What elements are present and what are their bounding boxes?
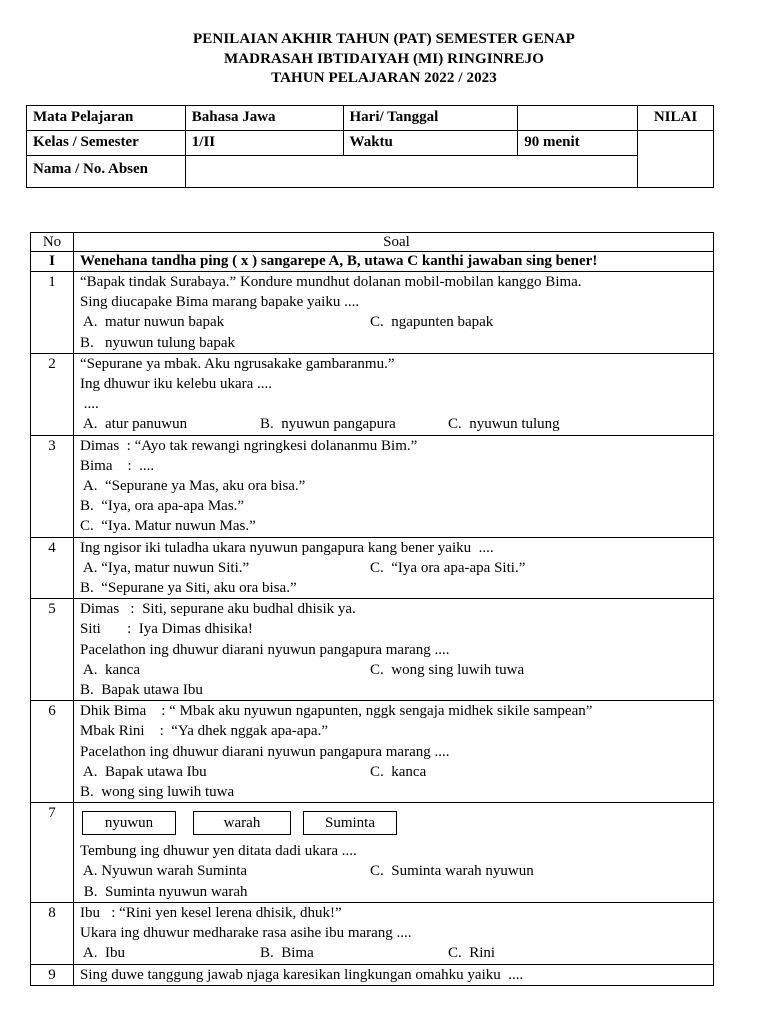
- option-a[interactable]: A. Bapak utawa Ibu: [80, 763, 207, 780]
- question-number: 2: [31, 353, 74, 435]
- option-c[interactable]: C. ngapunten bapak: [370, 314, 494, 331]
- header-line-1: PENILAIAN AKHIR TAHUN (PAT) SEMESTER GENAP: [193, 31, 575, 47]
- question-cell: [74, 537, 714, 599]
- question-line: Tembung ing dhuwur yen ditata dadi ukara ....: [80, 843, 357, 860]
- question-row: [31, 353, 714, 435]
- header-line-3: TAHUN PELAJARAN 2022 / 2023: [271, 70, 497, 86]
- question-cell: [74, 435, 714, 537]
- section-number: I: [31, 252, 74, 272]
- word-boxes: [80, 805, 713, 841]
- option-c[interactable]: C. “Iya ora apa-apa Siti.”: [370, 559, 526, 576]
- option-a[interactable]: A. atur panuwun: [80, 416, 188, 433]
- option-c[interactable]: C. Suminta warah nyuwun: [370, 863, 534, 880]
- question-cell: [74, 701, 714, 803]
- option-c[interactable]: C. wong sing luwih tuwa: [370, 661, 525, 678]
- option-c[interactable]: C. kanca: [370, 763, 427, 780]
- question-line: ....: [80, 396, 99, 413]
- kelas-value: 1/II: [185, 131, 343, 156]
- option-b[interactable]: B. Bima: [260, 945, 314, 962]
- question-row: [31, 537, 714, 599]
- question-line: Sing duwe tanggung jawab njaga karesikan lingkungan omahku yaiku ....: [80, 966, 524, 983]
- exam-header: [0, 30, 768, 89]
- section-instruction: Wenehana tandha ping ( x ) sangarepe A, B, utawa C kanthi jawaban sing bener!: [74, 252, 714, 272]
- question-number: 7: [31, 803, 74, 903]
- question-line: Ing dhuwur iku kelebu ukara ....: [80, 376, 273, 393]
- waktu-label: Waktu: [343, 131, 518, 156]
- option-c[interactable]: C. Rini: [448, 945, 496, 962]
- question-line: Pacelathon ing dhuwur diarani nyuwun pangapura marang ....: [80, 743, 450, 760]
- question-cell: [74, 272, 714, 354]
- hari-label: Hari/ Tanggal: [343, 106, 518, 131]
- question-line: Ing ngisor iki tuladha ukara nyuwun pangapura kang bener yaiku ....: [80, 539, 494, 556]
- option-b[interactable]: B. Bapak utawa Ibu: [80, 682, 203, 699]
- question-row: [31, 902, 714, 964]
- option-a[interactable]: A. Ibu: [80, 945, 125, 962]
- question-line: Ibu : “Rini yen kesel lerena dhisik, dhuk!”: [80, 904, 342, 921]
- option-b[interactable]: B. “Iya, ora apa-apa Mas.”: [80, 498, 245, 515]
- question-cell: [74, 902, 714, 964]
- question-line: Mbak Rini : “Ya dhek nggak apa-apa.”: [80, 723, 328, 740]
- question-number: 1: [31, 272, 74, 354]
- col-no-header: No: [31, 233, 74, 252]
- header-line-2: MADRASAH IBTIDAIYAH (MI) RINGINREJO: [223, 50, 545, 67]
- question-line: Pacelathon ing dhuwur diarani nyuwun pangapura marang ....: [80, 641, 450, 658]
- nama-label: Nama / No. Absen: [27, 156, 186, 188]
- waktu-value: 90 menit: [518, 131, 638, 156]
- question-line: Sing diucapake Bima marang bapake yaiku ....: [80, 294, 360, 311]
- question-row: [31, 599, 714, 701]
- question-cell: [74, 599, 714, 701]
- question-line: Dimas : “Ayo tak rewangi ngringkesi dolananmu Bim.”: [80, 437, 418, 454]
- option-c[interactable]: C. nyuwun tulung: [448, 416, 560, 433]
- questions-table: [30, 232, 714, 986]
- question-number: 3: [31, 435, 74, 537]
- option-b[interactable]: B. nyuwun tulung bapak: [80, 334, 235, 351]
- option-b[interactable]: B. “Sepurane ya Siti, aku ora bisa.”: [80, 580, 297, 597]
- question-number: 5: [31, 599, 74, 701]
- question-row: [31, 964, 714, 985]
- kelas-label: Kelas / Semester: [27, 131, 186, 156]
- nama-value-field[interactable]: [185, 156, 637, 188]
- question-line: Dimas : Siti, sepurane aku budhal dhisik ya.: [80, 601, 356, 618]
- hari-value-field[interactable]: [518, 106, 638, 131]
- option-b[interactable]: B. nyuwun pangapura: [260, 416, 396, 433]
- question-cell: [74, 964, 714, 985]
- question-line: Dhik Bima : “ Mbak aku nyuwun ngapunten, nggk sengaja midhek sikile sampean”: [80, 703, 593, 720]
- option-b[interactable]: B. Suminta nyuwun warah: [80, 883, 248, 900]
- question-row: [31, 803, 714, 903]
- option-b[interactable]: B. wong sing luwih tuwa: [80, 784, 235, 801]
- option-a[interactable]: A. matur nuwun bapak: [80, 314, 225, 331]
- mapel-label: Mata Pelajaran: [27, 106, 186, 131]
- question-line: Bima : ....: [80, 457, 155, 474]
- nilai-label: NILAI: [638, 106, 714, 131]
- question-line: “Bapak tindak Surabaya.” Kondure mundhut dolanan mobil-mobilan kanggo Bima.: [80, 274, 582, 290]
- option-a[interactable]: A. kanca: [80, 661, 140, 678]
- word-box: warah: [193, 811, 291, 835]
- question-row: [31, 701, 714, 803]
- option-c[interactable]: C. “Iya. Matur nuwun Mas.”: [80, 518, 256, 535]
- question-number: 9: [31, 964, 74, 985]
- word-box: Suminta: [303, 811, 397, 835]
- question-cell: [74, 803, 714, 903]
- nilai-score-field[interactable]: [638, 131, 714, 188]
- question-number: 4: [31, 537, 74, 599]
- question-row: [31, 272, 714, 354]
- student-info-table: [26, 105, 714, 188]
- question-line: Ukara ing dhuwur medharake rasa asihe ibu marang ....: [80, 925, 412, 942]
- option-a[interactable]: A. Nyuwun warah Suminta: [80, 863, 248, 880]
- question-number: 6: [31, 701, 74, 803]
- mapel-value: Bahasa Jawa: [185, 106, 343, 131]
- question-cell: [74, 353, 714, 435]
- col-soal-header: Soal: [74, 233, 714, 252]
- option-a[interactable]: A. “Sepurane ya Mas, aku ora bisa.”: [80, 478, 306, 495]
- option-a[interactable]: A. “Iya, matur nuwun Siti.”: [80, 559, 250, 576]
- question-number: 8: [31, 902, 74, 964]
- question-line: Siti : Iya Dimas dhisika!: [80, 621, 253, 638]
- question-line: “Sepurane ya mbak. Aku ngrusakake gambaranmu.”: [80, 355, 395, 372]
- question-row: [31, 435, 714, 537]
- word-box: nyuwun: [82, 811, 176, 835]
